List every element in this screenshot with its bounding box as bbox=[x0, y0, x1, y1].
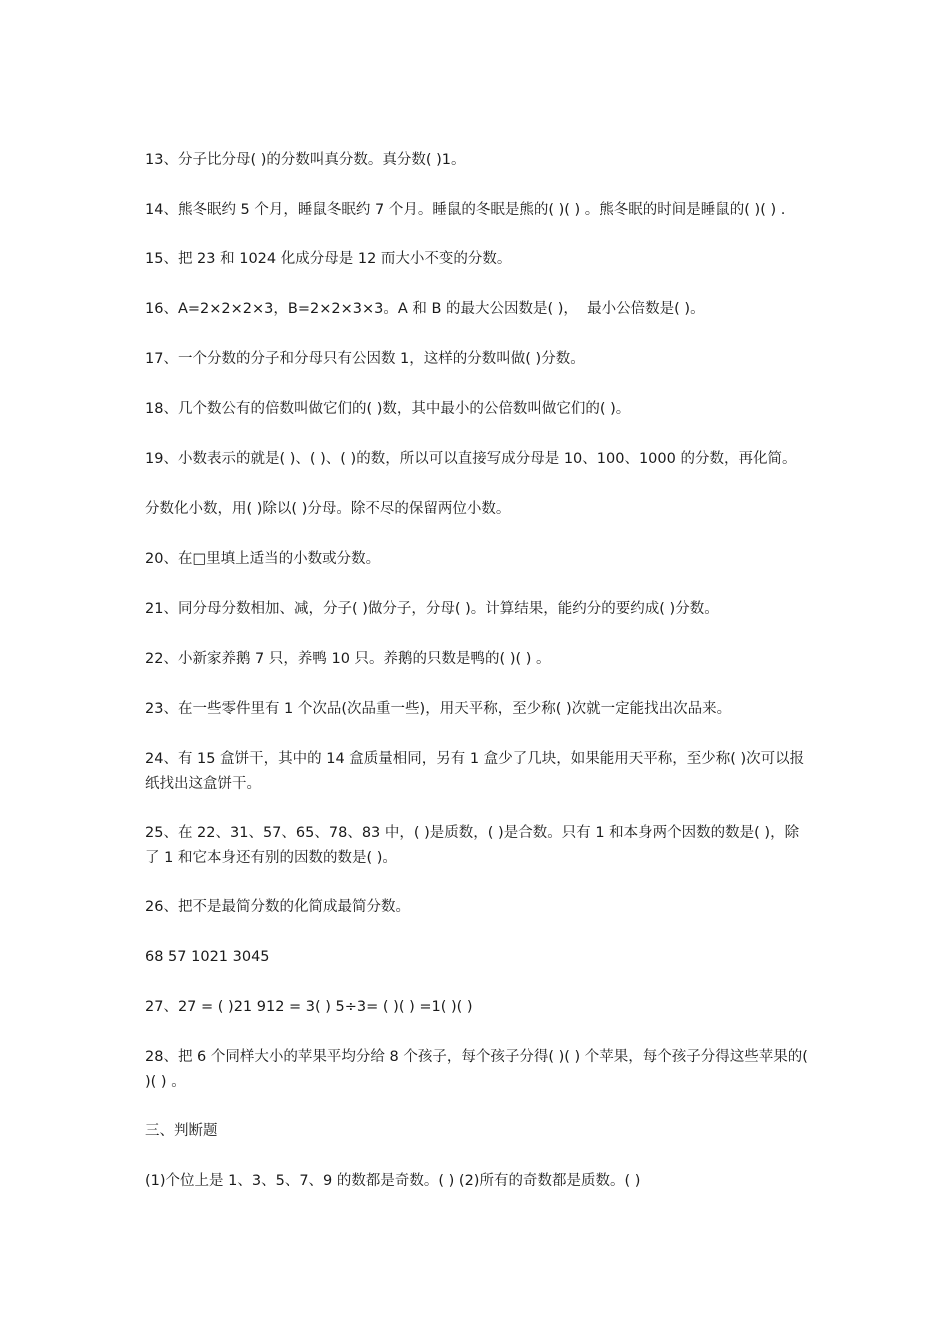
question-16: 16、A=2×2×2×3，B=2×2×3×3。A 和 B 的最大公因数是( )， 最小公倍数是( )。 bbox=[145, 301, 705, 317]
question-22: 22、小新家养鹅 7 只，养鸭 10 只。养鹅的只数是鸭的( )( ) 。 bbox=[145, 651, 551, 667]
question-19-continued: 分数化小数，用( )除以( )分母。除不尽的保留两位小数。 bbox=[145, 501, 511, 517]
question-26-numbers: 68 57 1021 3045 bbox=[145, 949, 270, 965]
question-27: 27、27 = ( )21 912 = 3( ) 5÷3= ( )( ) =1( )( ) bbox=[145, 999, 473, 1015]
question-24: 24、有 15 盒饼干，其中的 14 盒质量相同，另有 1 盒少了几块，如果能用天平称，至少称( )次可以报纸找出这盒饼干。 bbox=[145, 751, 805, 792]
question-23: 23、在一些零件里有 1 个次品(次品重一些)，用天平称，至少称( )次就一定能找出次品来。 bbox=[145, 701, 732, 717]
judgement-items-1-2: (1)个位上是 1、3、5、7、9 的数都是奇数。( ) (2)所有的奇数都是质数。( ) bbox=[145, 1173, 641, 1189]
question-28: 28、把 6 个同样大小的苹果平均分给 8 个孩子，每个孩子分得( )( ) 个苹果，每个孩子分得这些苹果的( )( ) 。 bbox=[145, 1049, 813, 1090]
question-21: 21、同分母分数相加、减，分子( )做分子，分母( )。计算结果，能约分的要约成( )分数。 bbox=[145, 601, 719, 617]
question-15: 15、把 23 和 1024 化成分母是 12 而大小不变的分数。 bbox=[145, 251, 512, 267]
document-page bbox=[145, 148, 813, 1219]
question-25: 25、在 22、31、57、65、78、83 中，( )是质数，( )是合数。只有 1 和本身两个因数的数是( )，除了 1 和它本身还有别的因数的数是( )。 bbox=[145, 825, 800, 866]
question-13: 13、分子比分母( )的分数叫真分数。真分数( )1。 bbox=[145, 152, 466, 168]
question-14: 14、熊冬眠约 5 个月，睡鼠冬眠约 7 个月。睡鼠的冬眠是熊的( )( ) 。熊冬眠的时间是睡鼠的( )( ) . bbox=[145, 202, 786, 218]
section-heading-judgement: 三、判断题 bbox=[145, 1123, 218, 1139]
question-18: 18、几个数公有的倍数叫做它们的( )数，其中最小的公倍数叫做它们的( )。 bbox=[145, 401, 631, 417]
question-19: 19、小数表示的就是( )、( )、( )的数，所以可以直接写成分母是 10、100、1000 的分数，再化简。 bbox=[145, 451, 797, 467]
question-20: 20、在□里填上适当的小数或分数。 bbox=[145, 551, 381, 567]
question-17: 17、一个分数的分子和分母只有公因数 1，这样的分数叫做( )分数。 bbox=[145, 351, 585, 367]
question-26: 26、把不是最简分数的化简成最简分数。 bbox=[145, 899, 410, 915]
